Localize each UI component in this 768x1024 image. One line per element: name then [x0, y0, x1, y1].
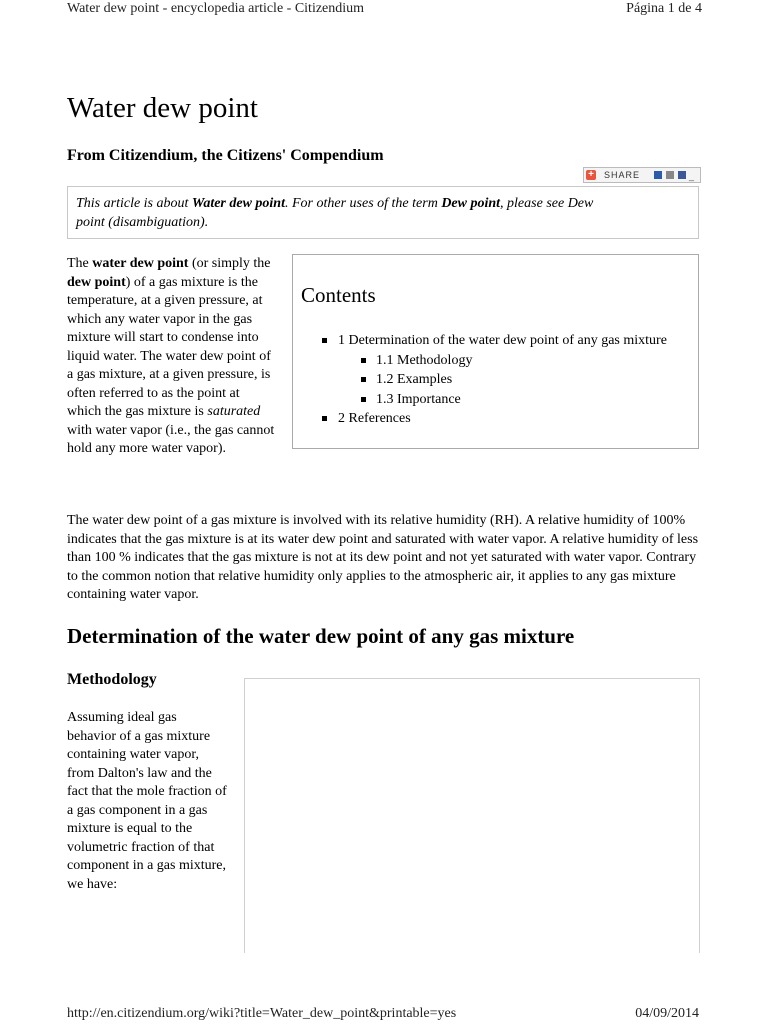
toc-item-label[interactable]: 1.3 Importance: [376, 391, 461, 407]
toc-item-label[interactable]: 1 Determination of the water dew point of any gas mixture: [338, 333, 667, 348]
toc-item[interactable]: [293, 409, 667, 429]
print-footer-url: http://en.citizendium.org/wiki?title=Water_dew_point&printable=yes: [67, 1006, 457, 1021]
intro-text: ) of a gas mixture is the temperature, at a given pressure, at which any water vapor in the gas mixture will start to condense into liquid water. The water dew point of a gas mixture, at a given pressure, is often referred to as the point at which the gas mixture is: [67, 274, 271, 419]
toc-item[interactable]: [293, 331, 667, 351]
toc-item-label[interactable]: 1.2 Examples: [376, 372, 453, 387]
dab-text: , please see Dew point (disambiguation).: [76, 196, 594, 230]
humidity-paragraph: The water dew point of a gas mixture is involved with its relative humidity (RH). A relative humidity of 100% indicates that the gas mixture is at its water dew point and saturated with water vapor. A relative humidity of less than 100 % indicates that the gas mixture is not at its dew point and not yet saturated with water vapor. Contrary to the common notion that relative humidity only applies to the atmospheric air, it applies to any gas mixture containing water vapor.: [67, 513, 699, 602]
toc-title: Contents: [301, 283, 376, 307]
intro-term: water dew point: [92, 256, 189, 271]
dab-link-dew-point[interactable]: Dew point: [441, 196, 501, 211]
toc-item[interactable]: [293, 370, 667, 390]
section-heading: Determination of the water dew point of any gas mixture: [67, 624, 575, 648]
bullet-icon: [322, 338, 327, 343]
intro-paragraph: [67, 255, 277, 459]
intro-text: The: [67, 256, 93, 271]
bullet-icon: [361, 397, 366, 402]
print-header-title: Water dew point - encyclopedia article - Citizendium: [67, 1, 365, 16]
dab-text: . For other uses of the term: [284, 196, 442, 211]
bullet-icon: [361, 358, 366, 363]
intro-emphasis: saturated: [207, 404, 261, 419]
site-subtitle: From Citizendium, the Citizens' Compendium: [67, 147, 384, 164]
print-header-page: Página 1 de 4: [626, 1, 702, 16]
intro-text: (or simply the: [188, 256, 271, 271]
dab-term: Water dew point: [191, 196, 285, 211]
intro-term: dew point: [67, 274, 126, 290]
toc-item[interactable]: [293, 351, 667, 371]
share-label: SHARE: [604, 170, 641, 180]
toc-item[interactable]: [293, 390, 667, 410]
methodology-paragraph: Assuming ideal gas behavior of a gas mixture containing water vapor, from Dalton's law and the fact that the mole fraction of a gas component in a gas mixture is equal to the volumetric fraction of that component in a gas mixture, we have:: [67, 710, 227, 892]
toc-list: [293, 331, 667, 429]
page-title: Water dew point: [67, 92, 258, 124]
delicious-icon[interactable]: [654, 171, 662, 179]
print-footer-date: 04/09/2014: [635, 1006, 699, 1021]
intro-text: with water vapor (i.e., the gas cannot hold any more water vapor).: [67, 422, 275, 456]
dab-text: This article is about: [76, 196, 192, 211]
subsection-heading: Methodology: [67, 671, 157, 688]
share-plus-icon: +: [586, 170, 596, 180]
bullet-icon: [322, 416, 327, 421]
more-icon[interactable]: _: [689, 171, 695, 181]
share-button[interactable]: [583, 167, 701, 183]
toc-item-label[interactable]: 1.1 Methodology: [376, 352, 473, 368]
disambiguation-notice: [67, 186, 699, 239]
figure-frame: [244, 678, 700, 968]
facebook-icon[interactable]: [678, 171, 686, 179]
digg-icon[interactable]: [666, 171, 674, 179]
bullet-icon: [361, 377, 366, 382]
toc-item-label[interactable]: 2 References: [338, 411, 411, 426]
table-of-contents: [292, 254, 699, 449]
